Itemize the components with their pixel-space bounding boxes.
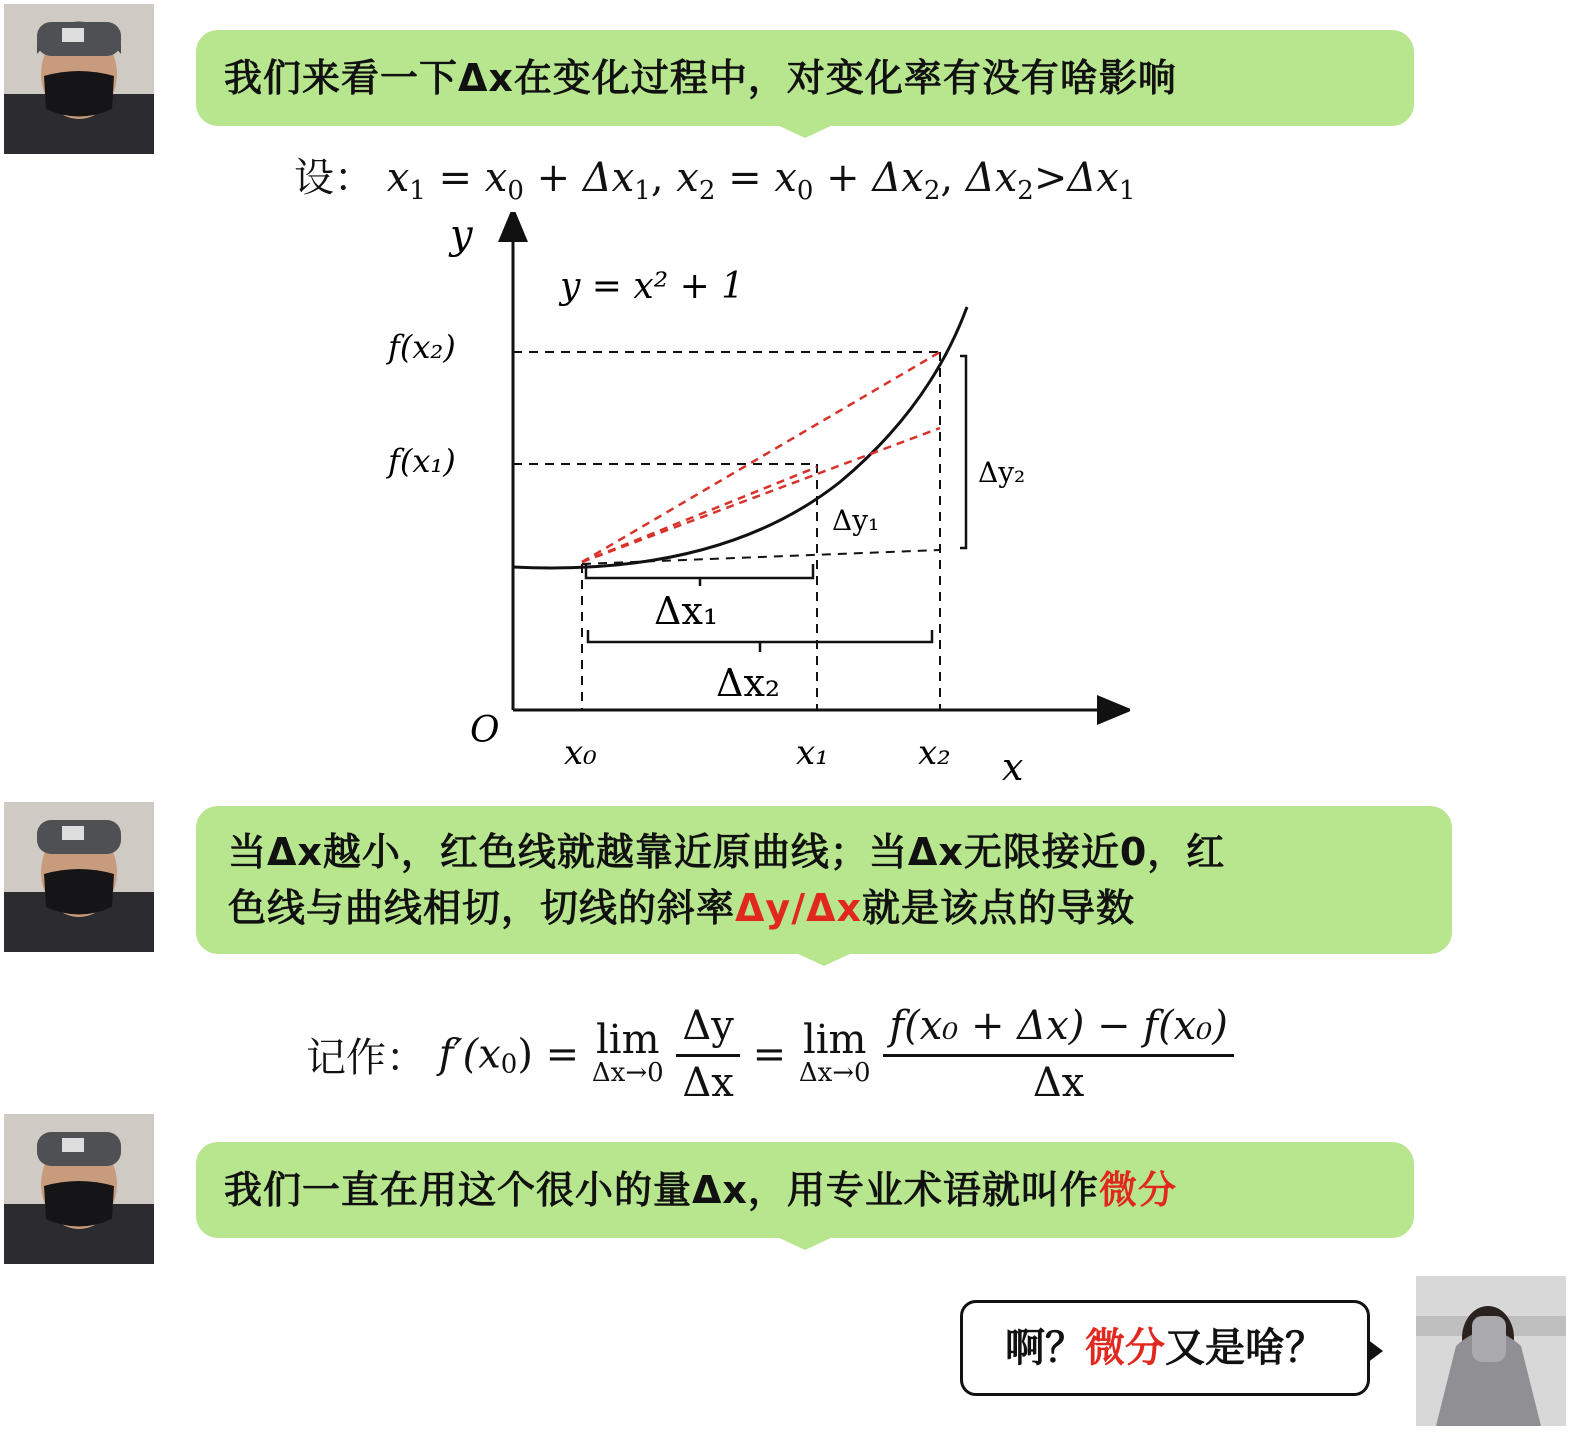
label-fx1: f(x₁) — [388, 442, 456, 480]
message-highlight-slope: Δy/Δx — [735, 886, 862, 930]
label-dy2: Δy₂ — [978, 456, 1026, 489]
avatar-teacher-1 — [4, 4, 154, 154]
avatar-teacher-2 — [4, 802, 154, 952]
message-bubble-1 — [196, 30, 1414, 126]
tick-x2: x₂ — [918, 733, 951, 773]
curve-y-x2-plus-1 — [513, 307, 967, 568]
guide-base — [582, 550, 940, 564]
message-highlight-differential: 微分 — [1098, 1168, 1177, 1212]
message-text-2-line-2: 色线与曲线相切，切线的斜率Δy/Δx就是该点的导数 — [228, 886, 1136, 930]
limit-2: lim Δx→0 — [798, 1016, 871, 1088]
avatar-person-icon — [4, 1114, 154, 1264]
avatar-person-icon — [1416, 1276, 1566, 1426]
tick-x0: x₀ — [564, 733, 597, 773]
reply-bubble — [960, 1300, 1370, 1396]
label-dx1: Δx₁ — [654, 589, 719, 633]
secant-line-mid — [582, 428, 940, 562]
setup-equation: 设： $x_1 = x_0 + \Delta x_1$, $x_2 = x_0 + \Delta x_2$, $\Delta x_2>\Delta x_1$ — [294, 155, 1136, 206]
reply-suffix: 又是啥？ — [1165, 1325, 1325, 1371]
fraction-difference-quotient: $\frac{\text{f(x₀ + Δx) − f(x₀)}}{\Delta x}$ — [883, 1000, 1234, 1109]
avatar-person-icon — [4, 802, 154, 952]
message-bubble-3 — [196, 1142, 1414, 1238]
brace-dx2 — [588, 630, 932, 652]
x-axis-label: x — [1002, 745, 1024, 789]
message-text-3: 我们一直在用这个很小的量Δx，用专业术语就叫作 — [224, 1168, 1099, 1212]
limit-1: lim Δx→0 — [591, 1016, 664, 1088]
avatar-person-icon — [4, 4, 154, 154]
reply-highlight: 微分 — [1085, 1325, 1165, 1371]
fraction-dy-dx: $\frac{\Delta y}{\Delta x}$ — [676, 1000, 739, 1109]
curve-label: y = x² + 1 — [560, 266, 745, 307]
label-dy1: Δy₁ — [832, 504, 880, 537]
avatar-student — [1416, 1276, 1566, 1426]
message-bubble-2 — [196, 806, 1452, 954]
origin-label: O — [470, 710, 500, 751]
derivative-label: 记作： — [306, 1035, 426, 1081]
tick-x1: x₁ — [796, 733, 829, 773]
secant-line-1 — [582, 467, 817, 562]
derivative-equation: 记作： $f'(x_0)$ = lim Δx→0 $\frac{\Delta y}{\Delta x}$ = lim Δx→0 $\frac{\text{f(x₀ + Δx) − f(x₀)}}{\Delta x}$ — [306, 1000, 1234, 1109]
setup-label: 设： — [294, 155, 374, 201]
message-text-1: 我们来看一下Δx在变化过程中，对变化率有没有啥影响 — [224, 56, 1177, 100]
brace-dy2 — [960, 356, 966, 548]
avatar-teacher-3 — [4, 1114, 154, 1264]
message-text-2-line-1: 当Δx越小，红色线就越靠近原曲线；当Δx无限接近0，红 — [228, 830, 1226, 874]
y-axis-label: y — [450, 212, 473, 258]
brace-dx1 — [586, 564, 813, 586]
label-dx2: Δx₂ — [716, 661, 781, 705]
label-fx2: f(x₂) — [388, 328, 456, 366]
function-diagram — [370, 212, 1130, 792]
reply-prefix: 啊？ — [1005, 1325, 1085, 1371]
